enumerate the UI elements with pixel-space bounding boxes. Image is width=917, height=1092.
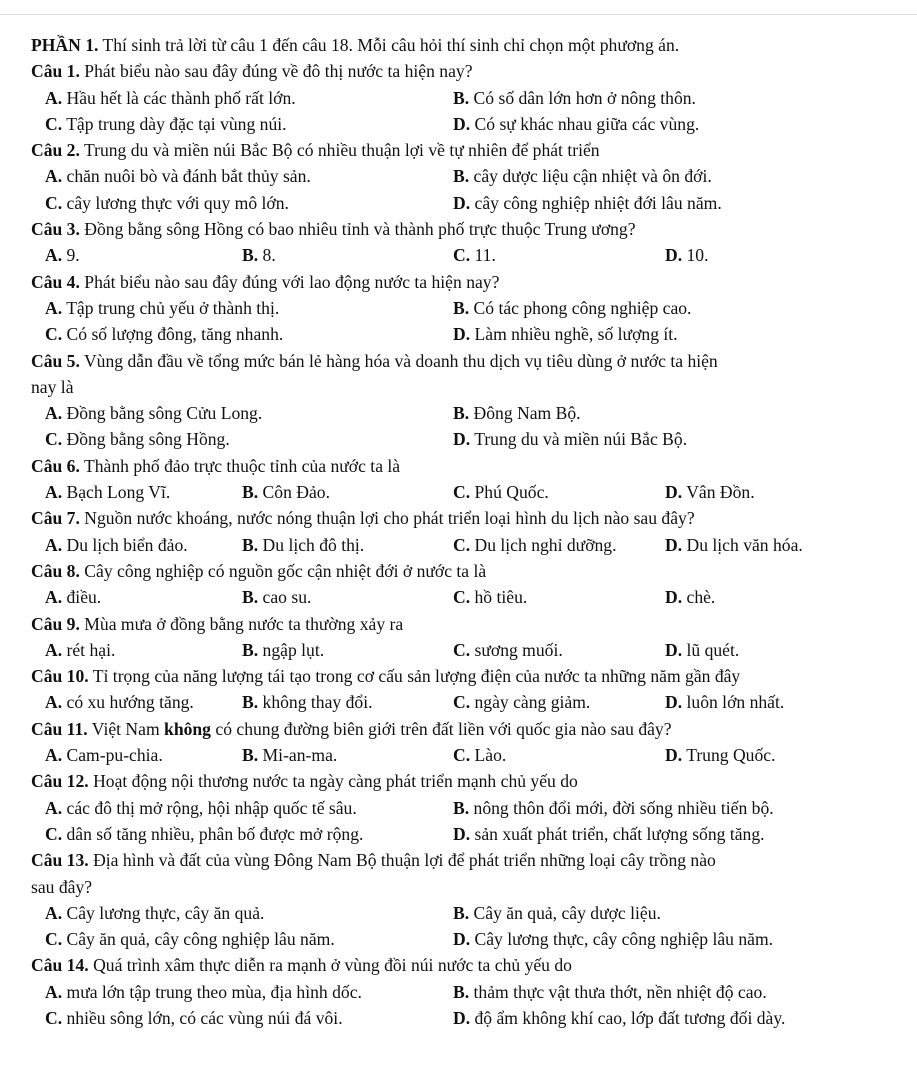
options-row (31, 742, 901, 768)
option-d: D. sản xuất phát triển, chất lượng sống tăng. (453, 823, 765, 844)
options-row (31, 532, 901, 558)
option-c: C. Phú Quốc. (453, 482, 549, 503)
section-text: Thí sinh trả lời từ câu 1 đến câu 18. Mỗi câu hỏi thí sinh chỉ chọn một phương án. (98, 35, 680, 55)
option-b: B. thảm thực vật thưa thớt, nền nhiệt độ cao. (453, 981, 767, 1002)
option-b: B. Côn Đảo. (242, 482, 330, 503)
option-d: D. Làm nhiều nghề, số lượng ít. (453, 324, 678, 345)
options-row (31, 426, 901, 452)
option-a: A. Cam-pu-chia. (45, 745, 163, 766)
question-text: Phát biểu nào sau đây đúng về đô thị nước ta hiện nay? (79, 61, 473, 82)
option-d: D. Cây lương thực, cây công nghiệp lâu năm. (453, 929, 774, 950)
question-13 (31, 847, 901, 873)
option-d: D. độ ẩm không khí cao, lớp đất tương đối dày. (453, 1007, 786, 1028)
options-row (31, 242, 901, 268)
option-b: B. Cây ăn quả, cây dược liệu. (453, 902, 661, 923)
option-d: D. Du lịch văn hóa. (665, 534, 803, 555)
options-row (31, 689, 901, 715)
question-label: Câu 10. (31, 666, 89, 687)
option-d: D. luôn lớn nhất. (665, 692, 785, 713)
question-label: Câu 3. (31, 219, 80, 240)
question-text: Nguồn nước khoáng, nước nóng thuận lợi cho phát triển loại hình du lịch nào sau đây? (79, 508, 695, 529)
question-label: Câu 12. (31, 771, 89, 792)
options-row (31, 400, 901, 426)
option-c: C. Lào. (453, 745, 507, 766)
question-label: Câu 4. (31, 271, 80, 292)
section-intro (31, 32, 901, 58)
option-a: A. điều. (45, 587, 102, 608)
option-c: C. hồ tiêu. (453, 587, 528, 608)
options-row (31, 1005, 901, 1031)
question-7 (31, 505, 901, 531)
question-text: Thành phố đảo trực thuộc tỉnh của nước ta là (79, 455, 401, 476)
options-row (31, 190, 901, 216)
option-b: B. Đông Nam Bộ. (453, 403, 581, 424)
option-b: B. Có tác phong công nghiệp cao. (453, 297, 692, 318)
options-row (31, 479, 901, 505)
option-d: D. chè. (665, 587, 716, 608)
option-d: D. cây công nghiệp nhiệt đới lâu năm. (453, 192, 722, 213)
option-a: A. rét hại. (45, 639, 116, 660)
options-row (31, 111, 901, 137)
question-text: Mùa mưa ở đồng bằng nước ta thường xảy ra (79, 613, 404, 634)
question-text: Quá trình xâm thực diễn ra mạnh ở vùng đồi núi nước ta chủ yếu do (88, 955, 572, 976)
question-text: Tỉ trọng của năng lượng tái tạo trong cơ cấu sản lượng điện của nước ta những năm gần đây (88, 666, 741, 687)
question-9 (31, 611, 901, 637)
question-label: Câu 13. (31, 850, 89, 871)
question-label: Câu 11. (31, 718, 88, 739)
question-label: Câu 9. (31, 613, 80, 634)
options-row (31, 637, 901, 663)
option-c: C. sương muối. (453, 639, 563, 660)
option-d: D. Vân Đồn. (665, 482, 755, 503)
option-c: C. Có số lượng đông, tăng nhanh. (45, 324, 284, 345)
question-label: Câu 2. (31, 140, 80, 161)
exam-content (31, 32, 901, 1031)
options-row (31, 584, 901, 610)
question-11: Câu 11. Việt Nam không có chung đường biên giới trên đất liền với quốc gia nào sau đây? (31, 718, 672, 739)
options-row (31, 979, 901, 1005)
option-c: C. Cây ăn quả, cây công nghiệp lâu năm. (45, 929, 335, 950)
option-b: B. Có số dân lớn hơn ở nông thôn. (453, 87, 696, 108)
option-c: C. Đồng bằng sông Hồng. (45, 429, 230, 450)
option-d: D. 10. (665, 245, 709, 266)
question-10 (31, 663, 901, 689)
option-b: B. 8. (242, 245, 276, 266)
option-c: C. dân số tăng nhiều, phân bố được mở rộng. (45, 823, 364, 844)
question-5 (31, 348, 901, 374)
option-a: A. Hầu hết là các thành phố rất lớn. (45, 87, 296, 108)
options-row (31, 926, 901, 952)
option-d: D. Trung Quốc. (665, 745, 776, 766)
option-a: A. Bạch Long Vĩ. (45, 482, 171, 503)
options-row (31, 821, 901, 847)
option-a: A. các đô thị mở rộng, hội nhập quốc tế sâu. (45, 797, 357, 818)
question-text: Trung du và miền núi Bắc Bộ có nhiều thuận lợi về tự nhiên để phát triển (79, 140, 600, 161)
option-c: C. 11. (453, 245, 496, 266)
question-label: Câu 8. (31, 560, 80, 581)
option-b: B. không thay đổi. (242, 692, 373, 713)
question-12 (31, 768, 901, 794)
question-text: Địa hình và đất của vùng Đông Nam Bộ thuận lợi để phát triển những loại cây trồng nào (88, 850, 716, 871)
question-label: Câu 5. (31, 350, 80, 371)
option-b: B. Du lịch đô thị. (242, 534, 365, 555)
section-label: PHẦN 1. (31, 35, 99, 55)
options-row (31, 163, 901, 189)
question-label: Câu 14. (31, 955, 89, 976)
question-text: Cây công nghiệp có nguồn gốc cận nhiệt đới ở nước ta là (79, 560, 487, 581)
question-6 (31, 453, 901, 479)
option-b: B. cao su. (242, 587, 312, 608)
option-d: D. Trung du và miền núi Bắc Bộ. (453, 429, 688, 450)
option-a: A. Du lịch biển đảo. (45, 534, 188, 555)
option-a: A. Cây lương thực, cây ăn quả. (45, 902, 265, 923)
option-c: C. nhiều sông lớn, có các vùng núi đá vôi. (45, 1007, 343, 1028)
option-b: B. cây dược liệu cận nhiệt và ôn đới. (453, 166, 712, 187)
top-divider (0, 14, 917, 15)
option-c: C. ngày càng giảm. (453, 692, 591, 713)
question-2 (31, 137, 901, 163)
options-row (31, 85, 901, 111)
option-b: B. ngập lụt. (242, 639, 325, 660)
emphasis-not: không (164, 718, 211, 739)
option-c: C. Du lịch nghỉ dưỡng. (453, 534, 617, 555)
options-row (31, 900, 901, 926)
option-a: A. mưa lớn tập trung theo mùa, địa hình dốc. (45, 981, 362, 1002)
question-1 (31, 58, 901, 84)
question-label: Câu 1. (31, 61, 80, 82)
option-c: C. Tập trung dày đặc tại vùng núi. (45, 113, 287, 134)
option-b: B. Mi-an-ma. (242, 745, 338, 766)
options-row (31, 795, 901, 821)
question-3 (31, 216, 901, 242)
question-text-continued: nay là (31, 376, 74, 397)
question-text-continued: sau đây? (31, 876, 93, 897)
option-a: A. 9. (45, 245, 80, 266)
question-text: Đồng bằng sông Hồng có bao nhiêu tỉnh và thành phố trực thuộc Trung ương? (79, 219, 636, 240)
options-row (31, 295, 901, 321)
option-b: B. nông thôn đổi mới, đời sống nhiều tiến bộ. (453, 797, 774, 818)
question-text: Phát biểu nào sau đây đúng với lao động nước ta hiện nay? (79, 271, 500, 292)
option-a: A. chăn nuôi bò và đánh bắt thủy sản. (45, 166, 311, 187)
option-a: A. Đồng bằng sông Cửu Long. (45, 403, 263, 424)
option-a: A. có xu hướng tăng. (45, 692, 194, 713)
question-text: Vùng dẫn đầu về tổng mức bán lẻ hàng hóa và doanh thu dịch vụ tiêu dùng ở nước ta hiện (79, 350, 718, 371)
question-14 (31, 952, 901, 978)
question-4 (31, 269, 901, 295)
option-c: C. cây lương thực với quy mô lớn. (45, 192, 289, 213)
option-a: A. Tập trung chủ yếu ở thành thị. (45, 297, 280, 318)
question-label: Câu 7. (31, 508, 80, 529)
option-d: D. Có sự khác nhau giữa các vùng. (453, 113, 700, 134)
question-text: Hoạt động nội thương nước ta ngày càng phát triển mạnh chủ yếu do (88, 771, 578, 792)
options-row (31, 321, 901, 347)
question-8 (31, 558, 901, 584)
option-d: D. lũ quét. (665, 639, 740, 660)
question-label: Câu 6. (31, 455, 80, 476)
